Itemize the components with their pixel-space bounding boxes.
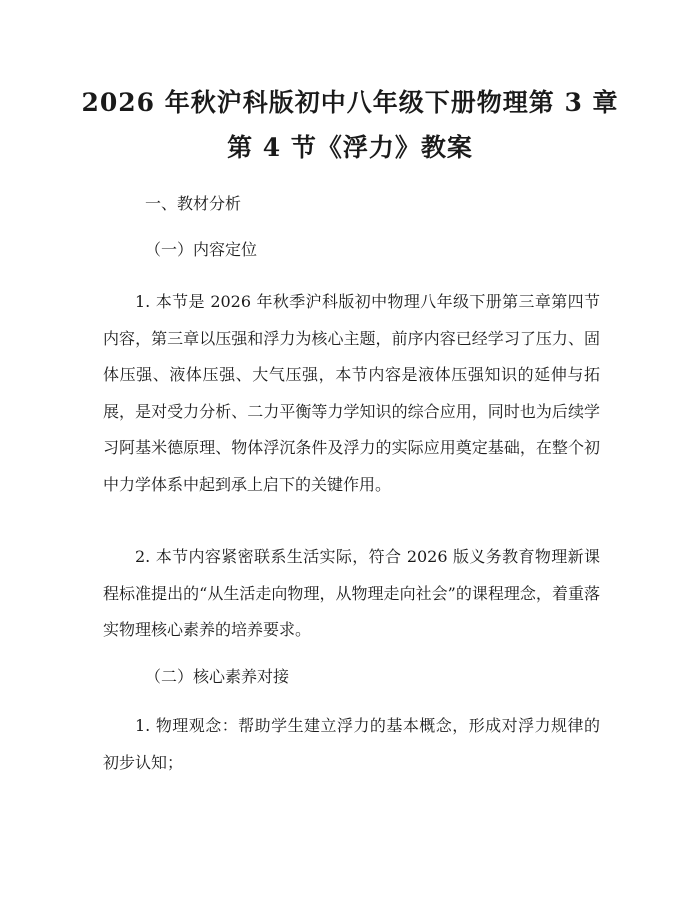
paragraph-physics-concept: 1. 物理观念：帮助学生建立浮力的基本概念，形成对浮力规律的初步认知； xyxy=(103,716,600,772)
paragraph-content-positioning-2: 2. 本节内容紧密联系生活实际，符合 2026 版义务教育物理新课程标准提出的“从生活走向物理，从物理走向社会”的课程理念，着重落实物理核心素养的培养要求。 xyxy=(103,547,600,639)
subsection-heading-content-positioning: （一）内容定位 xyxy=(145,240,258,259)
document-title-line-2: 第 4 节《浮力》教案 xyxy=(227,133,473,162)
paragraph-content-positioning-1: 1. 本节是 2026 年秋季沪科版初中物理八年级下册第三章第四节内容，第三章以压强和浮力为核心主题，前序内容已经学习了压力、固体压强、液体压强、大气压强，本节内容是液体压强知识的延伸与拓展，是对受力分析、二力平衡等力学知识的综合应用，同时也为后续学习阿基米德原理、物体浮沉条件及浮力的实际应用奠定基础，在整个初中力学体系中起到承上启下的关键作用。 xyxy=(103,292,600,494)
section-heading-textbook-analysis: 一、教材分析 xyxy=(145,194,242,213)
document-title-line-1: 2026 年秋沪科版初中八年级下册物理第 3 章 xyxy=(81,88,619,117)
subsection-heading-core-literacy: （二）核心素养对接 xyxy=(145,667,290,686)
